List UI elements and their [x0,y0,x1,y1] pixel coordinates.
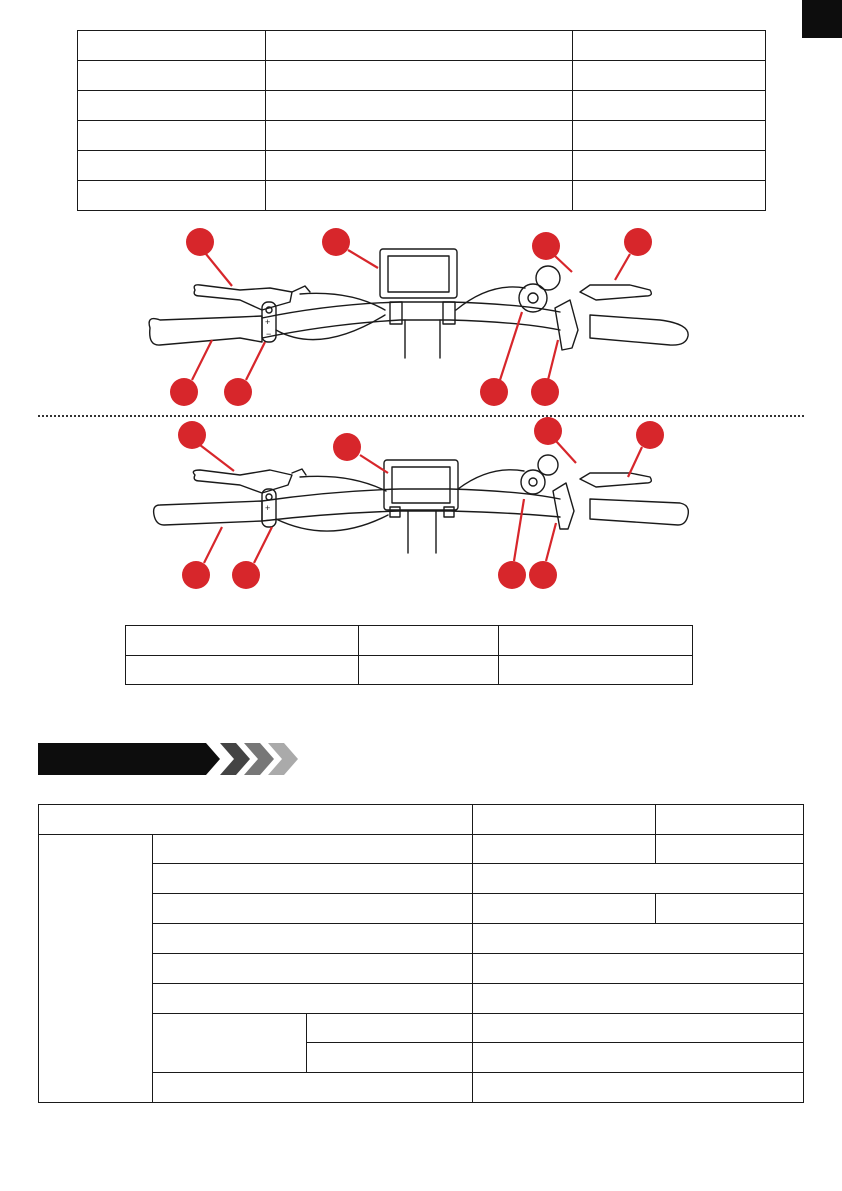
table-cell [359,656,499,685]
stem [408,511,436,553]
callout-marker-icon [224,378,252,406]
bell-center [529,478,537,486]
stem-clamp-right [444,507,454,517]
table-cell [473,1073,804,1103]
table-cell [499,656,693,685]
middle-table [125,625,693,685]
callout-marker-icon [531,378,559,406]
callout-arrow [348,250,378,268]
top-parts-table [77,30,766,211]
table-cell [78,61,266,91]
callout-marker-icon [170,378,198,406]
table-cell [473,894,656,924]
table-cell [573,31,766,61]
handlebar-figure-upper [0,220,842,410]
callout-arrow [514,499,524,561]
bell [521,470,545,494]
right-grip [590,315,688,345]
stem-clamp-left [390,507,400,517]
callout-marker-icon [322,228,350,256]
svg-text:+: + [265,503,271,513]
table-cell [153,924,473,954]
handlebar-top-edge [262,489,560,501]
callout-arrow [628,447,642,477]
table-cell [153,835,473,864]
table-cell [266,31,573,61]
bell-dome [536,266,560,290]
table-cell [78,181,266,211]
left-grip [154,501,262,525]
table-cell [39,835,153,1103]
callout-arrow [200,445,234,471]
bell-center [528,293,538,303]
cable [300,293,385,310]
cable [300,476,386,491]
display-screen [388,256,449,292]
table-cell [307,1043,473,1073]
callout-marker-icon [232,561,260,589]
table-cell [656,805,804,835]
table-cell [473,835,656,864]
callout-arrow [546,523,556,561]
table-cell [126,626,359,656]
section-tab-marker [802,0,842,38]
table-cell [153,894,473,924]
table-cell [473,805,656,835]
table-cell [153,954,473,984]
right-brake-lever [580,285,651,300]
cable [456,287,525,310]
cable [276,315,385,340]
stem [405,320,440,358]
table-cell [153,1073,473,1103]
callout-arrow [254,527,272,563]
table-cell [78,121,266,151]
callout-marker-icon [178,421,206,449]
table-cell [78,31,266,61]
svg-text:−: − [266,329,272,339]
callout-arrow [204,527,222,563]
table-cell [573,181,766,211]
callout-arrow [556,441,576,463]
table-cell [266,181,573,211]
table-cell [473,1014,804,1043]
table-cell [499,626,693,656]
table-cell [266,121,573,151]
callout-marker-icon [498,561,526,589]
table-cell [473,864,804,894]
bell-dome [538,455,558,475]
power-button-icon [266,494,272,500]
callout-marker-icon [624,228,652,256]
table-cell [153,1014,307,1073]
callout-arrow [615,254,630,280]
right-brake-lever [580,473,651,487]
table-cell [153,984,473,1014]
svg-text:+: + [265,317,271,327]
table-cell [39,805,473,835]
chevron-arrow-icon [220,743,250,775]
table-cell [473,1043,804,1073]
callout-arrow [192,340,212,380]
table-cell [307,1014,473,1043]
callout-marker-icon [182,561,210,589]
display-screen [392,467,450,503]
callout-marker-icon [636,421,664,449]
left-brake-cable-end [292,286,310,292]
table-cell [473,984,804,1014]
table-cell [656,835,804,864]
table-cell [473,924,804,954]
spec-table [38,804,804,1103]
svg-text:−: − [266,515,272,525]
banner-bar [38,743,220,775]
left-brake-cable-end [292,469,306,475]
handlebar-bottom-edge [262,511,560,521]
left-grip [149,316,262,345]
callout-marker-icon [480,378,508,406]
callout-arrow [548,340,558,380]
callout-marker-icon [529,561,557,589]
handlebar-top-edge [262,302,560,318]
section-banner [38,743,298,775]
table-cell [266,61,573,91]
table-cell [153,864,473,894]
table-cell [266,151,573,181]
callout-arrow [555,256,572,272]
table-cell [573,151,766,181]
left-brake-lever [193,470,292,493]
callout-marker-icon [534,417,562,445]
table-cell [78,151,266,181]
table-cell [266,91,573,121]
table-cell [126,656,359,685]
right-grip [590,499,688,525]
left-brake-lever [194,285,292,310]
table-cell [78,91,266,121]
table-cell [573,91,766,121]
callout-marker-icon [186,228,214,256]
callout-marker-icon [333,433,361,461]
handlebar-figure-lower [0,415,842,595]
gear-shifter [553,483,574,529]
callout-arrow [206,254,232,286]
table-cell [656,894,804,924]
table-cell [573,61,766,91]
callout-arrow [246,342,265,380]
table-cell [573,121,766,151]
table-cell [359,626,499,656]
table-cell [473,954,804,984]
cable [458,470,524,489]
